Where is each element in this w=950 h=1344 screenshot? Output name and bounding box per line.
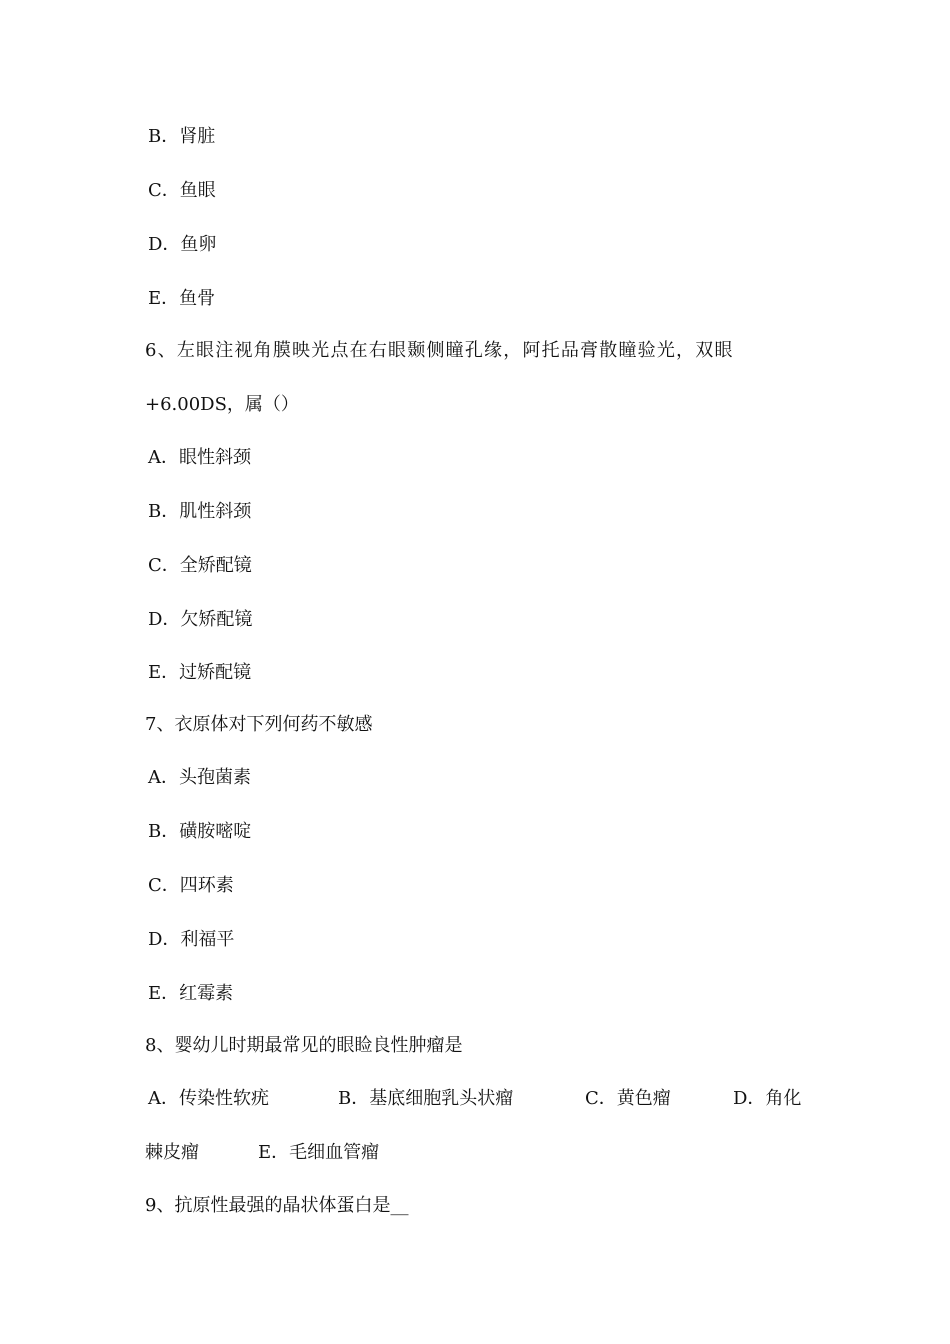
q8-option-c: C．黄色瘤 <box>585 1088 671 1109</box>
q6-option-c: C．全矫配镜 <box>148 555 252 576</box>
q7-option-b: B．磺胺嘧啶 <box>148 821 252 842</box>
q6-option-d: D．欠矫配镜 <box>148 609 253 630</box>
q5-option-d: D．鱼卵 <box>148 234 217 255</box>
q5-option-c: C．鱼眼 <box>148 180 216 201</box>
q5-option-b: B．肾脏 <box>148 126 216 147</box>
q6-stem-line1: 6、左眼注视角膜映光点在右眼颞侧瞳孔缘，阿托品膏散瞳验光，双眼 <box>145 340 734 361</box>
q9-stem: 9、抗原性最强的晶状体蛋白是__ <box>145 1195 409 1216</box>
q6-option-a: A．眼性斜颈 <box>148 447 251 468</box>
q8-option-b: B．基底细胞乳头状瘤 <box>338 1088 514 1109</box>
q8-option-d-part2: 棘皮瘤 <box>145 1142 199 1163</box>
q8-options-row1 <box>0 1084 950 1114</box>
q5-option-e: E．鱼骨 <box>148 288 216 309</box>
q6-option-e: E．过矫配镜 <box>148 662 252 683</box>
q8-option-e: E．毛细血管瘤 <box>258 1142 380 1163</box>
q7-option-a: A．头孢菌素 <box>148 767 251 788</box>
q8-stem: 8、婴幼儿时期最常见的眼睑良性肿瘤是 <box>145 1035 463 1056</box>
q8-option-d-part1: D．角化 <box>733 1088 802 1109</box>
q7-option-e: E．红霉素 <box>148 983 234 1004</box>
q7-stem: 7、衣原体对下列何药不敏感 <box>145 714 373 735</box>
q6-stem-line2: +6.00DS，属（） <box>145 394 299 415</box>
q8-option-a: A．传染性软疣 <box>148 1088 269 1109</box>
q6-option-b: B．肌性斜颈 <box>148 501 252 522</box>
q7-option-c: C．四环素 <box>148 875 234 896</box>
q8-options-row2 <box>0 1138 950 1168</box>
q7-option-d: D．利福平 <box>148 929 235 950</box>
